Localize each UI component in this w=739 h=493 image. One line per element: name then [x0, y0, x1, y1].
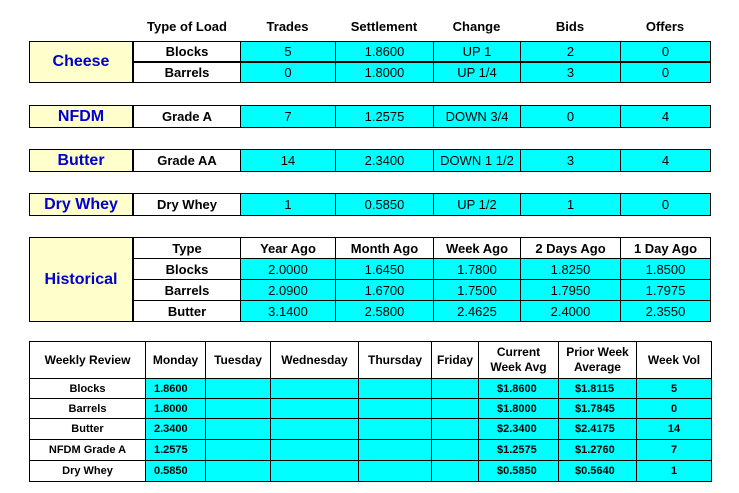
historical-label: Historical: [29, 237, 133, 322]
cheese-label: Cheese: [29, 41, 133, 83]
historical-header-1-day-ago: 1 Day Ago: [620, 237, 711, 259]
weekly-blocks-monday: 1.8600: [145, 378, 206, 399]
nfdm-trades: 7: [240, 105, 336, 128]
weekly-barrels-tuesday: [205, 398, 271, 419]
weekly-dry-whey-name: Dry Whey: [29, 460, 146, 482]
weekly-header-week-vol: Week Vol: [636, 341, 712, 379]
header-settlement: Settlement: [350, 19, 418, 34]
butter-change: DOWN 1 1/2: [433, 149, 521, 172]
cheese-blocks-bids: 2: [520, 41, 621, 62]
weekly-dry-whey-friday: [431, 460, 479, 482]
weekly-header-tuesday: Tuesday: [205, 341, 271, 379]
historical-barrels-year-ago: 2.0900: [240, 279, 336, 301]
weekly-nfdm-prior-avg: $1.2760: [558, 439, 637, 461]
dry-whey-trades: 1: [240, 193, 336, 216]
historical-butter-year-ago: 3.1400: [240, 300, 336, 322]
cheese-blocks-settlement: 1.8600: [335, 41, 434, 62]
header-change: Change: [452, 19, 501, 34]
weekly-header-wednesday: Wednesday: [270, 341, 359, 379]
weekly-blocks-prior-avg: $1.8115: [558, 378, 637, 399]
cheese-barrels-settlement: 1.8000: [335, 62, 434, 83]
cheese-blocks-type: Blocks: [133, 41, 241, 62]
dry-whey-change: UP 1/2: [433, 193, 521, 216]
historical-barrels-type: Barrels: [133, 279, 241, 301]
cheese-barrels-offers: 0: [620, 62, 711, 83]
weekly-nfdm-monday: 1.2575: [145, 439, 206, 461]
historical-butter-type: Butter: [133, 300, 241, 322]
weekly-dry-whey-prior-avg: $0.5640: [558, 460, 637, 482]
historical-header-week-ago: Week Ago: [433, 237, 521, 259]
nfdm-change: DOWN 3/4: [433, 105, 521, 128]
weekly-barrels-friday: [431, 398, 479, 419]
header-bids: Bids: [555, 19, 585, 34]
weekly-barrels-monday: 1.8000: [145, 398, 206, 419]
weekly-barrels-current-avg: $1.8000: [478, 398, 559, 419]
weekly-nfdm-current-avg: $1.2575: [478, 439, 559, 461]
historical-blocks-1-day-ago: 1.8500: [620, 258, 711, 280]
historical-barrels-month-ago: 1.6700: [335, 279, 434, 301]
historical-header-type: Type: [133, 237, 241, 259]
weekly-header-friday: Friday: [431, 341, 479, 379]
weekly-barrels-prior-avg: $1.7845: [558, 398, 637, 419]
cheese-blocks-offers: 0: [620, 41, 711, 62]
historical-blocks-month-ago: 1.6450: [335, 258, 434, 280]
weekly-header-monday: Monday: [145, 341, 206, 379]
nfdm-offers: 4: [620, 105, 711, 128]
historical-blocks-2-days-ago: 1.8250: [520, 258, 621, 280]
weekly-nfdm-tuesday: [205, 439, 271, 461]
weekly-dry-whey-thursday: [358, 460, 432, 482]
header-trades: Trades: [266, 19, 309, 34]
historical-barrels-1-day-ago: 1.7975: [620, 279, 711, 301]
nfdm-bids: 0: [520, 105, 621, 128]
nfdm-label: NFDM: [29, 105, 133, 128]
weekly-barrels-name: Barrels: [29, 398, 146, 419]
historical-blocks-type: Blocks: [133, 258, 241, 280]
weekly-butter-tuesday: [205, 418, 271, 440]
cheese-barrels-trades: 0: [240, 62, 336, 83]
header-offers: Offers: [645, 19, 685, 34]
weekly-butter-thursday: [358, 418, 432, 440]
weekly-blocks-thursday: [358, 378, 432, 399]
cheese-blocks-trades: 5: [240, 41, 336, 62]
cheese-blocks-change: UP 1: [433, 41, 521, 62]
butter-settlement: 2.3400: [335, 149, 434, 172]
weekly-butter-prior-avg: $2.4175: [558, 418, 637, 440]
cheese-barrels-type: Barrels: [133, 62, 241, 83]
weekly-nfdm-wednesday: [270, 439, 359, 461]
weekly-header-review: Weekly Review: [29, 341, 146, 379]
header-type-of-load: Type of Load: [147, 19, 227, 34]
historical-blocks-year-ago: 2.0000: [240, 258, 336, 280]
butter-offers: 4: [620, 149, 711, 172]
historical-butter-1-day-ago: 2.3550: [620, 300, 711, 322]
butter-trades: 14: [240, 149, 336, 172]
weekly-header-prior-week-average: Prior Week Average: [558, 341, 637, 379]
weekly-dry-whey-current-avg: $0.5850: [478, 460, 559, 482]
weekly-butter-vol: 14: [636, 418, 712, 440]
butter-type: Grade AA: [133, 149, 241, 172]
weekly-butter-friday: [431, 418, 479, 440]
weekly-blocks-current-avg: $1.8600: [478, 378, 559, 399]
dry-whey-bids: 1: [520, 193, 621, 216]
historical-header-2-days-ago: 2 Days Ago: [520, 237, 621, 259]
dry-whey-offers: 0: [620, 193, 711, 216]
historical-barrels-week-ago: 1.7500: [433, 279, 521, 301]
dry-whey-label: Dry Whey: [29, 193, 133, 216]
butter-label: Butter: [29, 149, 133, 172]
historical-butter-2-days-ago: 2.4000: [520, 300, 621, 322]
weekly-blocks-name: Blocks: [29, 378, 146, 399]
weekly-nfdm-thursday: [358, 439, 432, 461]
weekly-blocks-vol: 5: [636, 378, 712, 399]
weekly-dry-whey-wednesday: [270, 460, 359, 482]
weekly-barrels-vol: 0: [636, 398, 712, 419]
weekly-butter-wednesday: [270, 418, 359, 440]
weekly-barrels-wednesday: [270, 398, 359, 419]
dry-whey-type: Dry Whey: [133, 193, 241, 216]
weekly-dry-whey-monday: 0.5850: [145, 460, 206, 482]
butter-bids: 3: [520, 149, 621, 172]
weekly-nfdm-friday: [431, 439, 479, 461]
weekly-barrels-thursday: [358, 398, 432, 419]
historical-header-month-ago: Month Ago: [335, 237, 434, 259]
historical-butter-month-ago: 2.5800: [335, 300, 434, 322]
historical-blocks-week-ago: 1.7800: [433, 258, 521, 280]
weekly-header-current-week-avg: Current Week Avg: [478, 341, 559, 379]
nfdm-type: Grade A: [133, 105, 241, 128]
weekly-nfdm-name: NFDM Grade A: [29, 439, 146, 461]
dry-whey-settlement: 0.5850: [335, 193, 434, 216]
weekly-butter-monday: 2.3400: [145, 418, 206, 440]
historical-barrels-2-days-ago: 1.7950: [520, 279, 621, 301]
historical-header-year-ago: Year Ago: [240, 237, 336, 259]
weekly-butter-current-avg: $2.3400: [478, 418, 559, 440]
weekly-butter-name: Butter: [29, 418, 146, 440]
nfdm-settlement: 1.2575: [335, 105, 434, 128]
weekly-header-thursday: Thursday: [358, 341, 432, 379]
weekly-dry-whey-vol: 1: [636, 460, 712, 482]
historical-butter-week-ago: 2.4625: [433, 300, 521, 322]
cheese-barrels-bids: 3: [520, 62, 621, 83]
cheese-barrels-change: UP 1/4: [433, 62, 521, 83]
weekly-blocks-friday: [431, 378, 479, 399]
weekly-nfdm-vol: 7: [636, 439, 712, 461]
weekly-blocks-wednesday: [270, 378, 359, 399]
weekly-dry-whey-tuesday: [205, 460, 271, 482]
weekly-blocks-tuesday: [205, 378, 271, 399]
